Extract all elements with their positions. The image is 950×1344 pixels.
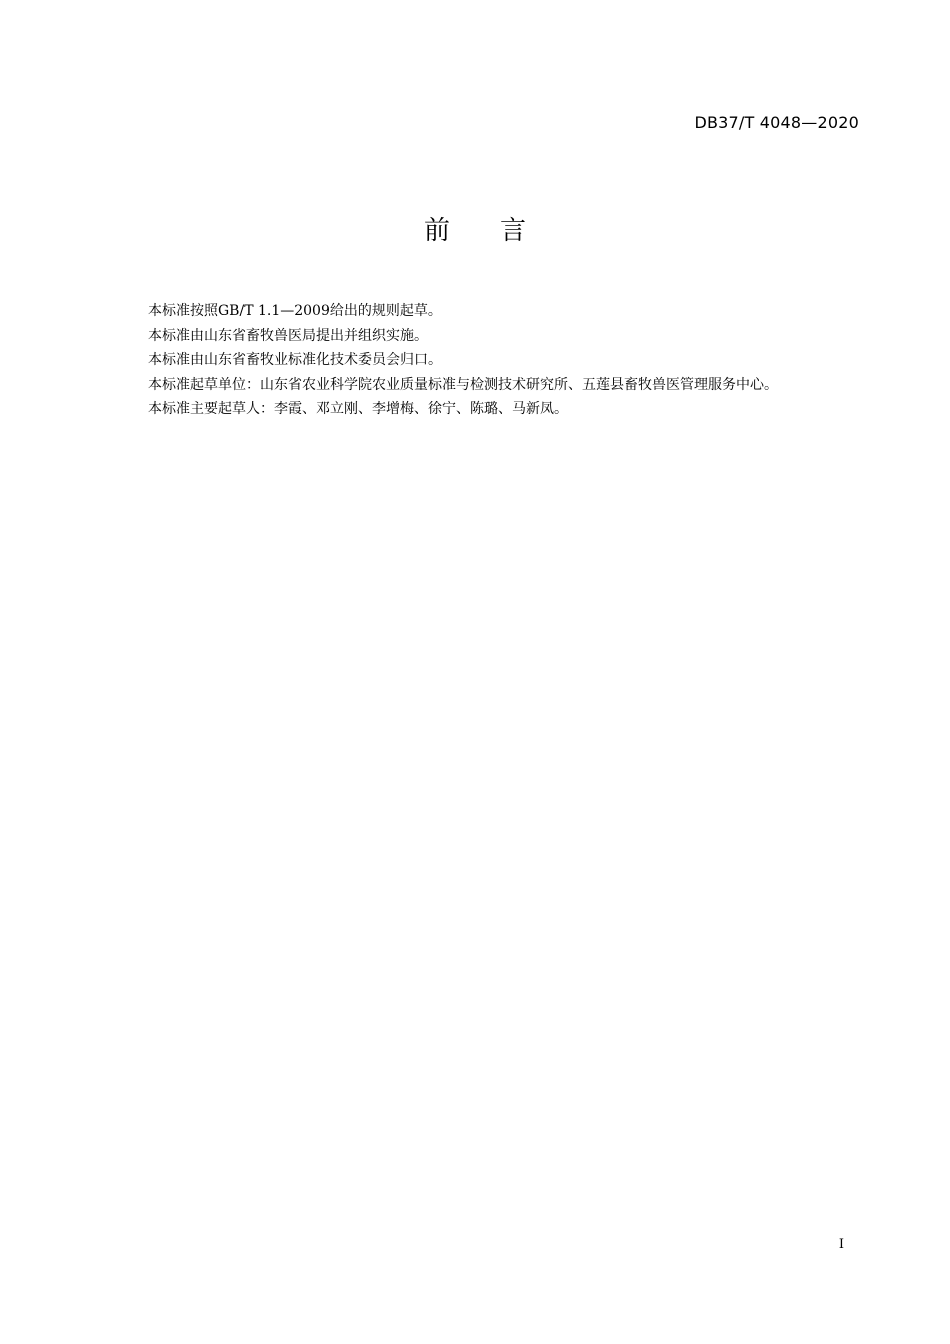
paragraph-drafting-rules: 本标准按照GB/T 1.1—2009给出的规则起草。 (148, 303, 442, 319)
paragraph-drafting-units: 本标准起草单位：山东省农业科学院农业质量标准与检测技术研究所、五莲县畜牧兽医管理服务中心。 (148, 376, 778, 393)
standard-code: DB37/T 4048—2020 (694, 113, 859, 132)
page-title: 前言 (423, 216, 576, 246)
foreword-body (113, 299, 861, 422)
paragraph-proposer: 本标准由山东省畜牧兽医局提出并组织实施。 (148, 327, 428, 344)
paragraph-committee: 本标准由山东省畜牧业标准化技术委员会归口。 (148, 352, 442, 369)
page-number: I (838, 1237, 844, 1252)
paragraph-drafters: 本标准主要起草人：李霞、邓立刚、李增梅、徐宁、陈璐、马新凤。 (148, 401, 568, 418)
